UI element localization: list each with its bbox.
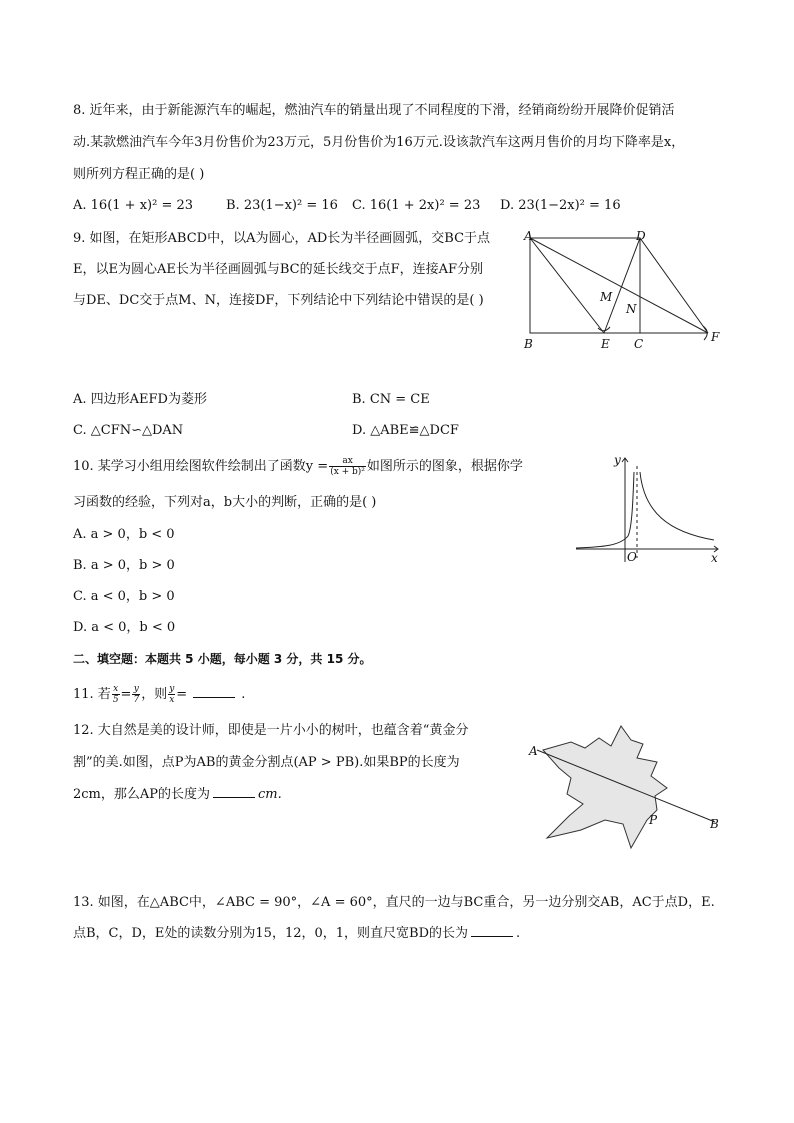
q10-option-b: B. a > 0，b > 0: [73, 558, 175, 573]
q11-line: [73, 682, 245, 708]
curve-right-branch: [640, 472, 714, 540]
q10-line-2: 习函数的经验，下列对a，b大小的判断，正确的是( ): [73, 495, 377, 510]
q10-function-graph: [572, 450, 732, 565]
q12-leaf-figure: [525, 720, 730, 855]
q10-option-d: D. a < 0，b < 0: [73, 620, 176, 635]
q13-answer-blank[interactable]: [471, 936, 513, 937]
label-b: B: [524, 337, 533, 351]
q9-option-c: C. △CFN∽△DAN: [73, 423, 184, 438]
q10-function-fraction: [329, 456, 366, 477]
label-origin: O: [627, 550, 637, 564]
label-b: B: [710, 817, 719, 831]
q10-prefix: 10. 某学习小组用绘图软件绘制出了函数y =: [73, 459, 329, 474]
q8-line-3: 则所列方程正确的是( ): [73, 167, 205, 182]
q11-f2-numerator: y: [133, 684, 139, 694]
q9-option-a: A. 四边形AEFD为菱形: [73, 392, 207, 407]
q8-option-d: D. 23(1−2x)² = 16: [500, 198, 621, 213]
q10-frac-numerator: ax: [329, 456, 366, 467]
q10-suffix: 如图所示的图象，根据你学: [366, 459, 523, 474]
label-p: P: [649, 813, 658, 827]
q11-f3-denominator: x: [169, 695, 175, 705]
q12-line-3-suffix: cm.: [258, 787, 282, 802]
q8-option-b: B. 23(1−x)² = 16: [226, 198, 338, 213]
q9-line-1: 9. 如图，在矩形ABCD中，以A为圆心，AD长为半径画圆弧，交BC于点: [73, 231, 491, 246]
q10-option-a: A. a > 0，b < 0: [73, 527, 175, 542]
q9-option-d: D. △ABE≌△DCF: [352, 423, 459, 438]
q13-line-2-prefix: 点B，C，D，E处的读数分别为15，12，0，1，则直尺宽BD的长为: [73, 926, 469, 941]
q12-line-1: 12. 大自然是美的设计师，即使是一片小小的树叶，也蕴含着“黄金分: [73, 723, 469, 738]
q12-line-3-prefix: 2cm，那么AP的长度为: [73, 787, 211, 802]
label-e: E: [601, 337, 610, 351]
q11-f3-numerator: y: [169, 684, 175, 694]
q13-line-2-suffix: .: [516, 926, 521, 941]
q8-line-1: 8. 近年来，由于新能源汽车的崛起，燃油汽车的销量出现了不同程度的下滑，经销商纷纷开展降价促销活: [73, 103, 675, 118]
label-x: x: [711, 551, 718, 565]
q13-line-1: 13. 如图，在△ABC中，∠ABC = 90°，∠A = 60°，直尺的一边与BC重合，另一边分别交AB，AC于点D，E.: [73, 895, 715, 910]
q9-option-b: B. CN = CE: [352, 392, 430, 407]
q8-option-c: C. 16(1 + 2x)² = 23: [352, 198, 481, 213]
label-c: C: [634, 337, 644, 351]
segment-ae: [530, 238, 604, 333]
label-n: N: [626, 302, 637, 316]
q12-line-2: 割”的美.如图，点P为AB的黄金分割点(AP > PB).如果BP的长度为: [73, 755, 460, 770]
q11-end: .: [241, 687, 246, 702]
q11-fraction-y-over-x: [168, 684, 175, 705]
q9-rectangle-figure: [518, 228, 728, 353]
q8-option-a: A. 16(1 + x)² = 23: [73, 198, 194, 213]
q10-option-c: C. a < 0，b > 0: [73, 589, 175, 604]
q11-f2-denominator: 7: [133, 695, 140, 705]
q11-fraction-y-over-7: [132, 684, 140, 705]
q9-line-2: E，以E为圆心AE长为半径画圆弧与BC的延长线交于点F，连接AF分别: [73, 262, 484, 277]
label-a: A: [524, 229, 533, 243]
q9-line-3: 与DE、DC交于点M、N，连接DF，下列结论中下列结论中错误的是( ): [73, 293, 484, 308]
segment-df: [640, 238, 708, 333]
label-m: M: [600, 290, 613, 304]
segment-af: [530, 238, 708, 333]
leaf-shape: [543, 726, 667, 848]
q11-f1-numerator: x: [113, 684, 119, 694]
label-y: y: [614, 453, 621, 467]
label-f: F: [711, 330, 720, 344]
q12-line-3: [73, 786, 282, 804]
q13-line-2: [73, 925, 520, 943]
q10-frac-denominator: (x + b)²: [330, 467, 365, 477]
q12-answer-blank[interactable]: [213, 797, 255, 798]
q11-equals: =: [120, 687, 132, 702]
q10-line-1: [73, 454, 523, 480]
q11-suffix: =: [176, 687, 188, 702]
segment-de: [604, 238, 640, 333]
q11-fraction-x-over-5: [112, 684, 120, 705]
q8-line-2: 动.某款燃油汽车今年3月份售价为23万元，5月份售价为16万元.设该款汽车这两月售价的月均下降率是x，: [73, 135, 685, 150]
label-d: D: [636, 229, 646, 243]
rect-abcd: [530, 238, 640, 333]
q11-answer-blank[interactable]: [193, 697, 235, 698]
q11-mid: ，则: [141, 687, 168, 702]
label-a: A: [529, 744, 538, 758]
q11-f1-denominator: 5: [112, 695, 119, 705]
q11-prefix: 11. 若: [73, 687, 111, 702]
section-2-title: 二、填空题：本题共 5 小题，每小题 3 分，共 15 分。: [73, 652, 372, 666]
